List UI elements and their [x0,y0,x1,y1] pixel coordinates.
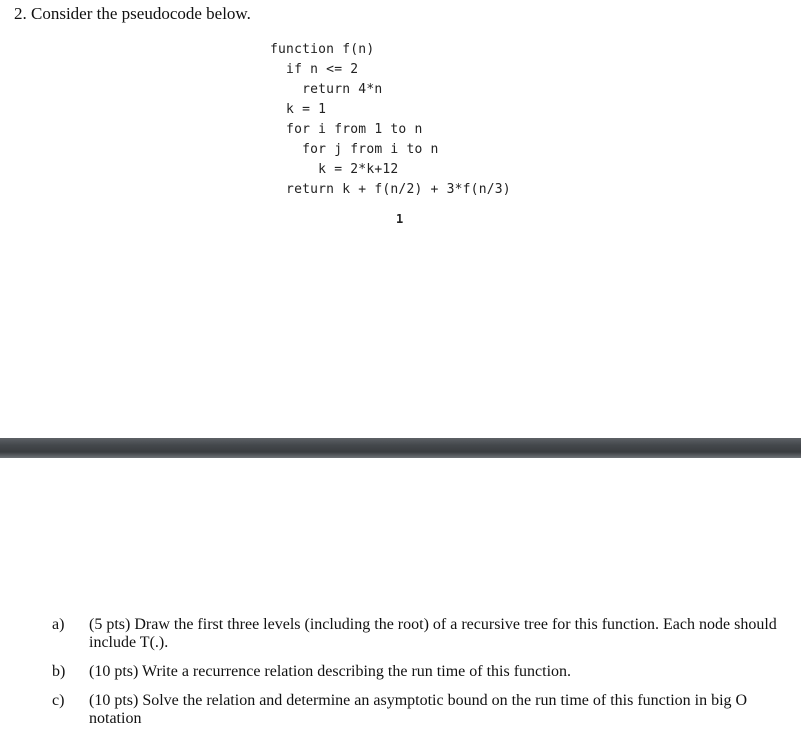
code-line: k = 1 [270,102,327,117]
part-a-letter: a) [52,616,65,633]
code-line: return k + f(n/2) + 3*f(n/3) [270,182,511,197]
part-b-text: (10 pts) Write a recurrence relation describing the run time of this function. [89,663,572,680]
code-line: if n <= 2 [270,62,359,77]
part-c-text: (10 pts) Solve the relation and determine an asymptotic bound on the run time of this function in big O notation [89,692,748,727]
code-line: for j from i to n [270,142,439,157]
part-c [52,692,787,728]
code-line: k = 2*k+12 [270,162,399,177]
part-a-text: (5 pts) Draw the first three levels (including the root) of a recursive tree for this function. Each node should include T(.). [89,616,777,651]
page-divider [0,438,801,458]
question-parts [52,616,787,732]
code-line: for i from 1 to n [270,122,423,137]
code-line: function f(n) [270,42,375,57]
page-number: 1 [396,212,404,226]
pseudocode-block [270,40,511,200]
code-line: return 4*n [270,82,383,97]
part-a [52,616,787,652]
question-heading: 2. Consider the pseudocode below. [14,4,251,23]
part-c-letter: c) [52,692,65,709]
part-b-letter: b) [52,663,66,680]
part-b [52,663,787,681]
